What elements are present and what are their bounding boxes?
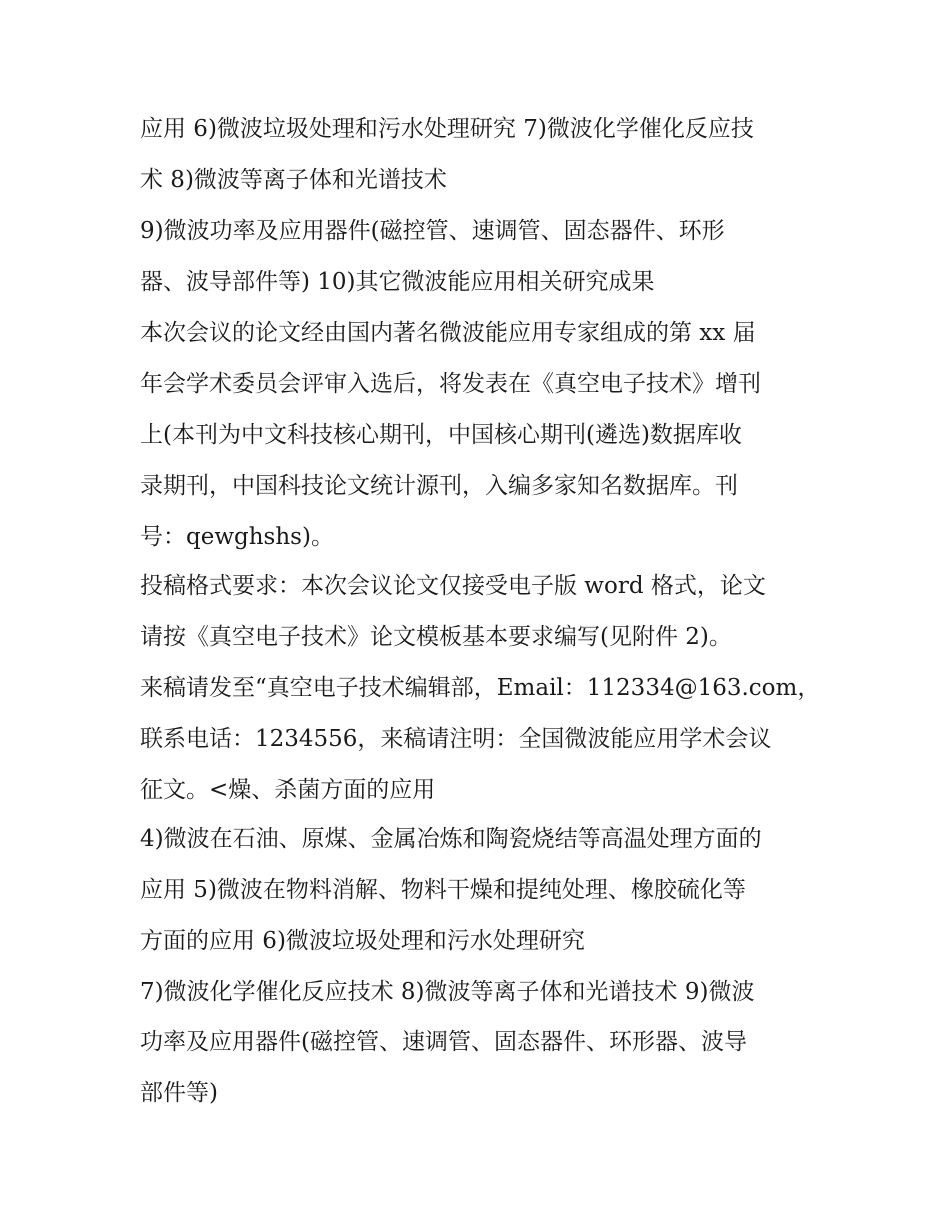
text-line: 征文。<燥、杀菌方面的应用 [140, 777, 436, 803]
text-line: 请按《真空电子技术》论文模板基本要求编写(见附件 2)。 [140, 624, 732, 650]
text-line: 7)微波化学催化反应技术 8)微波等离子体和光谱技术 9)微波 [140, 979, 755, 1005]
text-line: 本次会议的论文经由国内著名微波能应用专家组成的第 xx 届 [140, 320, 756, 346]
text-line: 4)微波在石油、原煤、金属冶炼和陶瓷烧结等高温处理方面的 [140, 826, 762, 852]
text-line: 上(本刊为中文科技核心期刊，中国核心期刊(遴选)数据库收 [140, 422, 742, 448]
text-line: 录期刊，中国科技论文统计源刊，入编多家知名数据库。刊 [140, 473, 738, 499]
text-line: 来稿请发至“真空电子技术编辑部，Email：112334@163.com， [140, 675, 821, 701]
text-line: 号：qewghshs)。 [140, 524, 334, 550]
text-line: 联系电话：1234556，来稿请注明：全国微波能应用学术会议 [140, 726, 772, 752]
text-line: 器、波导部件等) 10)其它微波能应用相关研究成果 [140, 269, 655, 295]
text-line: 功率及应用器件(磁控管、速调管、固态器件、环形器、波导 [140, 1029, 747, 1055]
text-line: 方面的应用 6)微波垃圾处理和污水处理研究 [140, 928, 585, 954]
text-line: 部件等) [140, 1080, 218, 1106]
text-line: 术 8)微波等离子体和光谱技术 [140, 167, 447, 193]
text-line: 投稿格式要求：本次会议论文仅接受电子版 word 格式，论文 [140, 573, 766, 599]
text-line: 年会学术委员会评审入选后，将发表在《真空电子技术》增刊 [140, 371, 761, 397]
text-line: 应用 5)微波在物料消解、物料干燥和提纯处理、橡胶硫化等 [140, 877, 746, 903]
text-line: 应用 6)微波垃圾处理和污水处理研究 7)微波化学催化反应技 [140, 116, 754, 142]
text-line: 9)微波功率及应用器件(磁控管、速调管、固态器件、环形 [140, 218, 725, 244]
